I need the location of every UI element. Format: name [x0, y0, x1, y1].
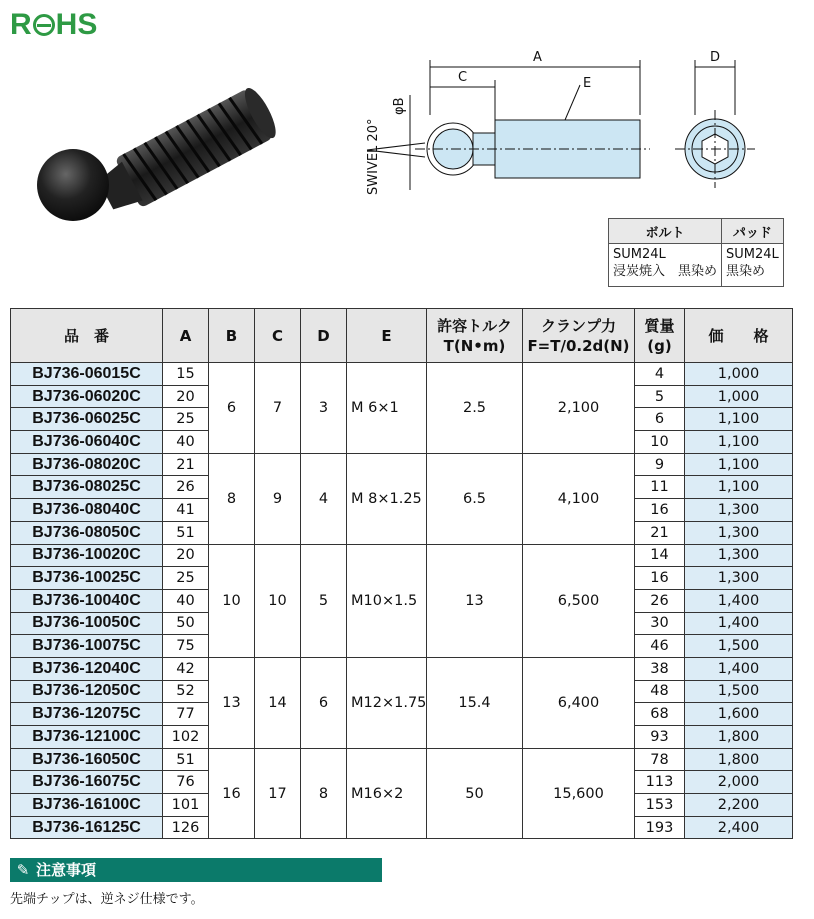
header-part: 品 番	[11, 309, 163, 363]
spec-body	[11, 363, 793, 839]
cell-e: M10×1.5	[347, 544, 427, 657]
cell-price: 1,000	[685, 385, 793, 408]
part-number: BJ736-06025C	[11, 408, 163, 431]
material-header-pad: パッド	[722, 219, 784, 244]
table-row	[11, 544, 793, 567]
material-table	[608, 218, 784, 287]
part-number: BJ736-08040C	[11, 499, 163, 522]
cell-a: 41	[163, 499, 209, 522]
part-number: BJ736-10075C	[11, 635, 163, 658]
cell-c: 7	[255, 363, 301, 454]
cell-mass: 153	[635, 794, 685, 817]
cell-a: 40	[163, 589, 209, 612]
cell-mass: 21	[635, 521, 685, 544]
cell-mass: 16	[635, 567, 685, 590]
cell-a: 50	[163, 612, 209, 635]
cell-d: 5	[301, 544, 347, 657]
cell-mass: 16	[635, 499, 685, 522]
globe-icon	[33, 14, 55, 36]
cell-a: 75	[163, 635, 209, 658]
spec-table	[10, 308, 793, 839]
cell-price: 1,300	[685, 521, 793, 544]
cell-mass: 193	[635, 816, 685, 839]
caution-title: 注意事項	[36, 861, 97, 879]
cell-clamp: 4,100	[523, 453, 635, 544]
cell-c: 10	[255, 544, 301, 657]
part-number: BJ736-12050C	[11, 680, 163, 703]
cell-price: 1,400	[685, 612, 793, 635]
part-number: BJ736-08050C	[11, 521, 163, 544]
cell-b: 8	[209, 453, 255, 544]
header-b: B	[209, 309, 255, 363]
header-torque: 許容トルク T(N•m)	[427, 309, 523, 363]
cell-price: 1,800	[685, 748, 793, 771]
cell-b: 10	[209, 544, 255, 657]
table-row	[11, 363, 793, 386]
cell-a: 51	[163, 521, 209, 544]
cell-torque: 6.5	[427, 453, 523, 544]
cell-a: 51	[163, 748, 209, 771]
cell-clamp: 2,100	[523, 363, 635, 454]
cell-mass: 46	[635, 635, 685, 658]
part-number: BJ736-10040C	[11, 589, 163, 612]
cell-a: 25	[163, 567, 209, 590]
cell-a: 126	[163, 816, 209, 839]
cell-price: 1,100	[685, 453, 793, 476]
cell-price: 1,100	[685, 408, 793, 431]
cell-price: 2,200	[685, 794, 793, 817]
cell-e: M 6×1	[347, 363, 427, 454]
cell-price: 1,300	[685, 544, 793, 567]
cell-torque: 50	[427, 748, 523, 839]
dim-e-label: E	[583, 76, 592, 91]
cell-e: M16×2	[347, 748, 427, 839]
cell-a: 20	[163, 385, 209, 408]
cell-a: 20	[163, 544, 209, 567]
cell-a: 101	[163, 794, 209, 817]
caution-banner	[10, 858, 382, 882]
dim-a-label: A	[533, 50, 542, 65]
cell-a: 21	[163, 453, 209, 476]
cell-price: 1,100	[685, 431, 793, 454]
cell-d: 8	[301, 748, 347, 839]
cell-price: 1,000	[685, 363, 793, 386]
cell-a: 77	[163, 703, 209, 726]
cell-mass: 30	[635, 612, 685, 635]
cell-mass: 113	[635, 771, 685, 794]
cell-price: 1,800	[685, 726, 793, 749]
cell-b: 13	[209, 657, 255, 748]
cell-price: 1,500	[685, 635, 793, 658]
cell-clamp: 15,600	[523, 748, 635, 839]
cell-mass: 14	[635, 544, 685, 567]
product-photo	[25, 70, 315, 240]
cell-e: M12×1.75	[347, 657, 427, 748]
cell-a: 40	[163, 431, 209, 454]
part-number: BJ736-16050C	[11, 748, 163, 771]
part-number: BJ736-06020C	[11, 385, 163, 408]
cell-price: 1,300	[685, 499, 793, 522]
header-a: A	[163, 309, 209, 363]
material-bolt: SUM24L 浸炭焼入 黒染め	[609, 244, 722, 287]
part-number: BJ736-10050C	[11, 612, 163, 635]
cell-a: 102	[163, 726, 209, 749]
cell-mass: 48	[635, 680, 685, 703]
cell-c: 9	[255, 453, 301, 544]
part-number: BJ736-16125C	[11, 816, 163, 839]
cell-a: 15	[163, 363, 209, 386]
part-number: BJ736-06015C	[11, 363, 163, 386]
part-number: BJ736-12075C	[11, 703, 163, 726]
cell-price: 1,100	[685, 476, 793, 499]
cell-a: 25	[163, 408, 209, 431]
cell-b: 6	[209, 363, 255, 454]
cell-price: 1,600	[685, 703, 793, 726]
cell-d: 6	[301, 657, 347, 748]
cell-c: 14	[255, 657, 301, 748]
cell-d: 4	[301, 453, 347, 544]
dim-d-label: D	[710, 50, 721, 65]
cell-e: M 8×1.25	[347, 453, 427, 544]
part-number: BJ736-10020C	[11, 544, 163, 567]
spec-header-row	[11, 309, 793, 363]
header-d: D	[301, 309, 347, 363]
cell-mass: 38	[635, 657, 685, 680]
cell-mass: 68	[635, 703, 685, 726]
swivel-label: SWIVEL 20°	[366, 118, 381, 195]
part-number: BJ736-16075C	[11, 771, 163, 794]
part-number: BJ736-10025C	[11, 567, 163, 590]
part-number: BJ736-12100C	[11, 726, 163, 749]
cell-c: 17	[255, 748, 301, 839]
cell-a: 52	[163, 680, 209, 703]
part-number: BJ736-08020C	[11, 453, 163, 476]
cell-mass: 6	[635, 408, 685, 431]
cell-d: 3	[301, 363, 347, 454]
header-c: C	[255, 309, 301, 363]
cell-a: 26	[163, 476, 209, 499]
cell-torque: 13	[427, 544, 523, 657]
cell-price: 1,500	[685, 680, 793, 703]
cell-price: 1,300	[685, 567, 793, 590]
part-number: BJ736-12040C	[11, 657, 163, 680]
cell-price: 1,400	[685, 657, 793, 680]
material-header-bolt: ボルト	[609, 219, 722, 244]
caution-note: 先端チップは、逆ネジ仕様です。	[10, 892, 204, 907]
cell-mass: 93	[635, 726, 685, 749]
cell-mass: 4	[635, 363, 685, 386]
cell-a: 42	[163, 657, 209, 680]
part-number: BJ736-16100C	[11, 794, 163, 817]
header-clamp: クランプ力 F=T/0.2d(N)	[523, 309, 635, 363]
cell-mass: 26	[635, 589, 685, 612]
cell-price: 2,400	[685, 816, 793, 839]
table-row	[11, 657, 793, 680]
dim-b-label: φB	[392, 97, 407, 115]
cell-clamp: 6,500	[523, 544, 635, 657]
material-pad: SUM24L 黒染め	[722, 244, 784, 287]
cell-price: 2,000	[685, 771, 793, 794]
cell-mass: 11	[635, 476, 685, 499]
technical-drawing	[355, 45, 765, 215]
cell-price: 1,400	[685, 589, 793, 612]
header-mass: 質量 (g)	[635, 309, 685, 363]
header-e: E	[347, 309, 427, 363]
table-row	[11, 748, 793, 771]
cell-mass: 10	[635, 431, 685, 454]
cell-torque: 15.4	[427, 657, 523, 748]
pen-icon: ✎	[16, 861, 30, 879]
dim-c-label: C	[458, 70, 468, 85]
header-price: 価 格	[685, 309, 793, 363]
cell-b: 16	[209, 748, 255, 839]
cell-mass: 5	[635, 385, 685, 408]
cell-clamp: 6,400	[523, 657, 635, 748]
part-number: BJ736-08025C	[11, 476, 163, 499]
cell-mass: 9	[635, 453, 685, 476]
cell-torque: 2.5	[427, 363, 523, 454]
rohs-logo: R HS	[10, 8, 98, 41]
cell-mass: 78	[635, 748, 685, 771]
table-row	[11, 453, 793, 476]
cell-a: 76	[163, 771, 209, 794]
part-number: BJ736-06040C	[11, 431, 163, 454]
